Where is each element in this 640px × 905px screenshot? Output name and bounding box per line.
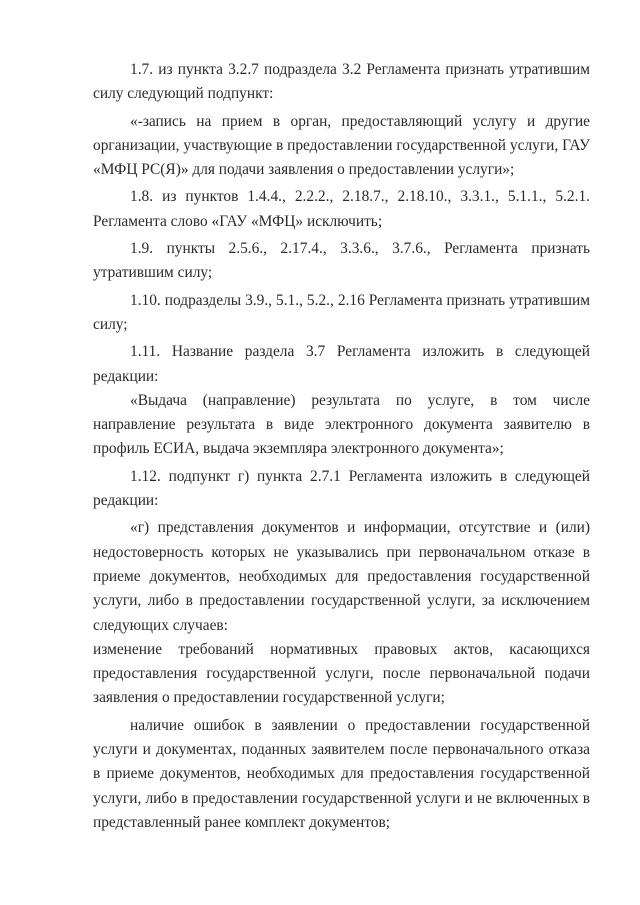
document-body xyxy=(93,58,590,835)
paragraph-exception-1: изменение требований нормативных правовых актов, касающихся предоставления государственной услуги, после первоначальной подачи заявления о предоставлении государственной услуги; xyxy=(93,640,590,707)
paragraph-exception-2: наличие ошибок в заявлении о предоставлении государственной услуги и документах, поданных заявителем после первоначального отказа в приеме документов, необходимых для предоставления государственной услуги, либо в предоставлении государственной услуги и не включенных в представленный ранее комплект документов; xyxy=(93,716,590,831)
paragraph-1-10: 1.10. подразделы 3.9., 5.1., 5.2., 2.16 Регламента признать утратившим силу; xyxy=(93,291,590,333)
paragraph-1-12-quote: «г) представления документов и информации, отсутствие и (или) недостоверность которых не указывались при первоначальном отказе в приеме документов, необходимых для предоставления государственной услуги, либо в предоставлении государственной услуги, за исключением следующих случаев: xyxy=(93,519,590,634)
paragraph-1-8: 1.8. из пунктов 1.4.4., 2.2.2., 2.18.7., 2.18.10., 3.3.1., 5.1.1., 5.2.1. Регламента слово «ГАУ «МФЦ» исключить; xyxy=(93,188,590,230)
paragraph-1-9: 1.9. пункты 2.5.6., 2.17.4., 3.3.6., 3.7.6., Регламента признать утратившим силу; xyxy=(93,240,590,282)
paragraph-1-7-quote: «-запись на прием в орган, предоставляющий услугу и другие организации, участвующие в предоставлении государственной услуги, ГАУ «МФЦ РС(Я)» для подачи заявления о предоставлении услуги»; xyxy=(93,112,590,179)
paragraph-1-11-quote: «Выдача (направление) результата по услуге, в том числе направление результата в виде электронного документа заявителю в профиль ЕСИА, выдача экземпляра электронного документа»; xyxy=(93,391,590,458)
paragraph-1-12: 1.12. подпункт г) пункта 2.7.1 Регламента изложить в следующей редакции: xyxy=(93,467,590,510)
paragraph-1-7: 1.7. из пункта 3.2.7 подраздела 3.2 Регламента признать утратившим силу следующий подпункт: xyxy=(93,61,590,103)
paragraph-1-11: 1.11. Название раздела 3.7 Регламента изложить в следующей редакции: xyxy=(93,343,590,385)
